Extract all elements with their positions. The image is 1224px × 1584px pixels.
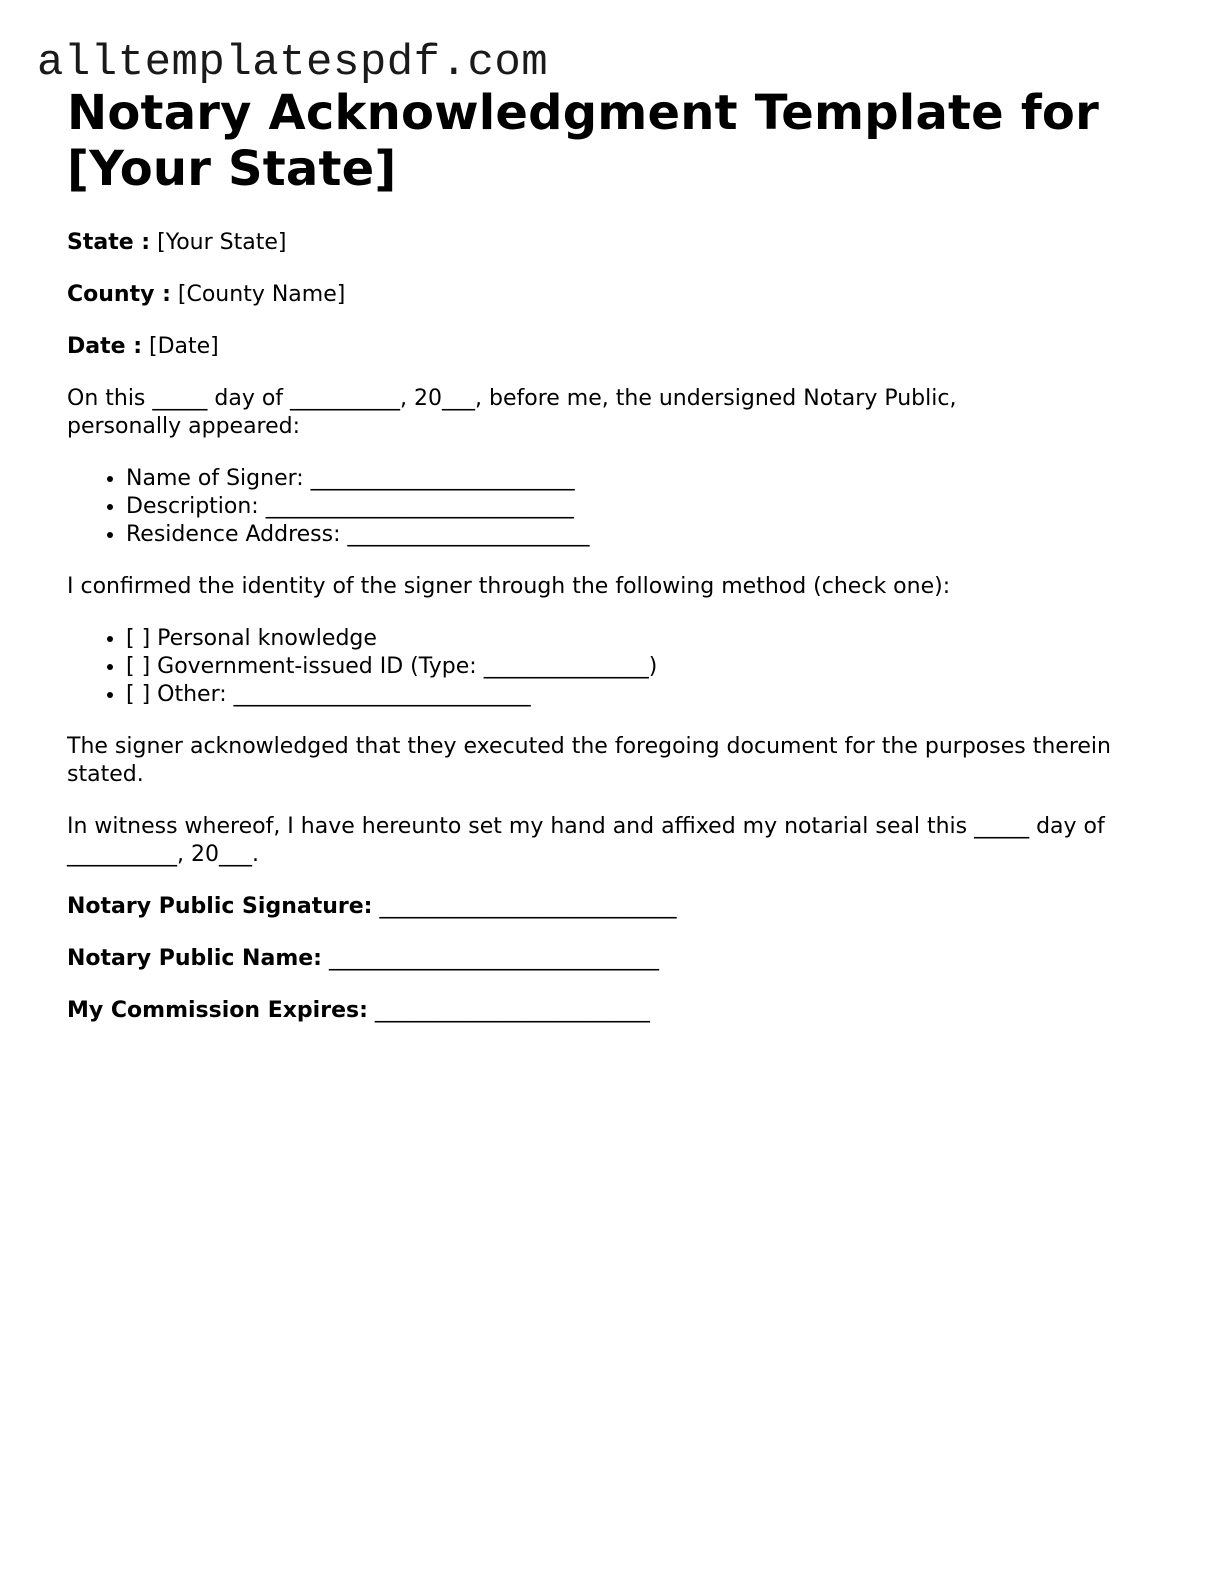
list-item — [126, 465, 1147, 493]
list-item — [126, 625, 1147, 653]
notary-name-line — [67, 945, 1147, 973]
state-label: State : — [67, 230, 151, 255]
page-title: Notary Acknowledgment Template for [Your State] — [67, 85, 1099, 197]
identity-method-list — [67, 625, 1147, 709]
list-item — [126, 493, 1147, 521]
state-field — [67, 229, 1147, 257]
notary-signature-blank: ___________________________ — [372, 894, 677, 919]
notary-name-label: Notary Public Name: — [67, 946, 322, 971]
date-label: Date : — [67, 334, 143, 359]
date-value: [Date] — [149, 334, 219, 359]
intro-paragraph: On this _____ day of __________, 20___, before me, the undersigned Notary Public, personally appeared: — [67, 386, 957, 439]
list-item — [126, 521, 1147, 549]
notary-name-blank: ______________________________ — [321, 946, 659, 971]
document-body — [67, 85, 1147, 1025]
county-value: [County Name] — [177, 282, 346, 307]
date-field — [67, 333, 1147, 361]
list-item — [126, 681, 1147, 709]
list-item — [126, 653, 1147, 681]
identity-personal-knowledge: [ ] Personal knowledge — [126, 626, 377, 651]
commission-expires-label: My Commission Expires: — [67, 998, 368, 1023]
notary-signature-line — [67, 893, 1147, 921]
signer-list — [67, 465, 1147, 549]
signer-address-item: Residence Address: ______________________ — [126, 522, 590, 547]
signer-description-item: Description: ____________________________ — [126, 494, 574, 519]
identity-other: [ ] Other: ___________________________ — [126, 682, 531, 707]
commission-expires-blank: _________________________ — [367, 998, 650, 1023]
identity-prompt: I confirmed the identity of the signer through the following method (check one): — [67, 574, 951, 599]
state-value: [Your State] — [157, 230, 287, 255]
notary-signature-label: Notary Public Signature: — [67, 894, 373, 919]
witness-paragraph: In witness whereof, I have hereunto set my hand and affixed my notarial seal this _____ day of __________, 20___. — [67, 814, 1105, 867]
county-field — [67, 281, 1147, 309]
county-label: County : — [67, 282, 171, 307]
acknowledgment-paragraph: The signer acknowledged that they executed the foregoing document for the purposes therein stated. — [67, 734, 1111, 787]
signer-name-item: Name of Signer: ________________________ — [126, 466, 575, 491]
commission-expires-line — [67, 997, 1147, 1025]
identity-government-id: [ ] Government-issued ID (Type: _______________) — [126, 654, 658, 679]
watermark: alltemplatespdf.com — [37, 38, 549, 88]
